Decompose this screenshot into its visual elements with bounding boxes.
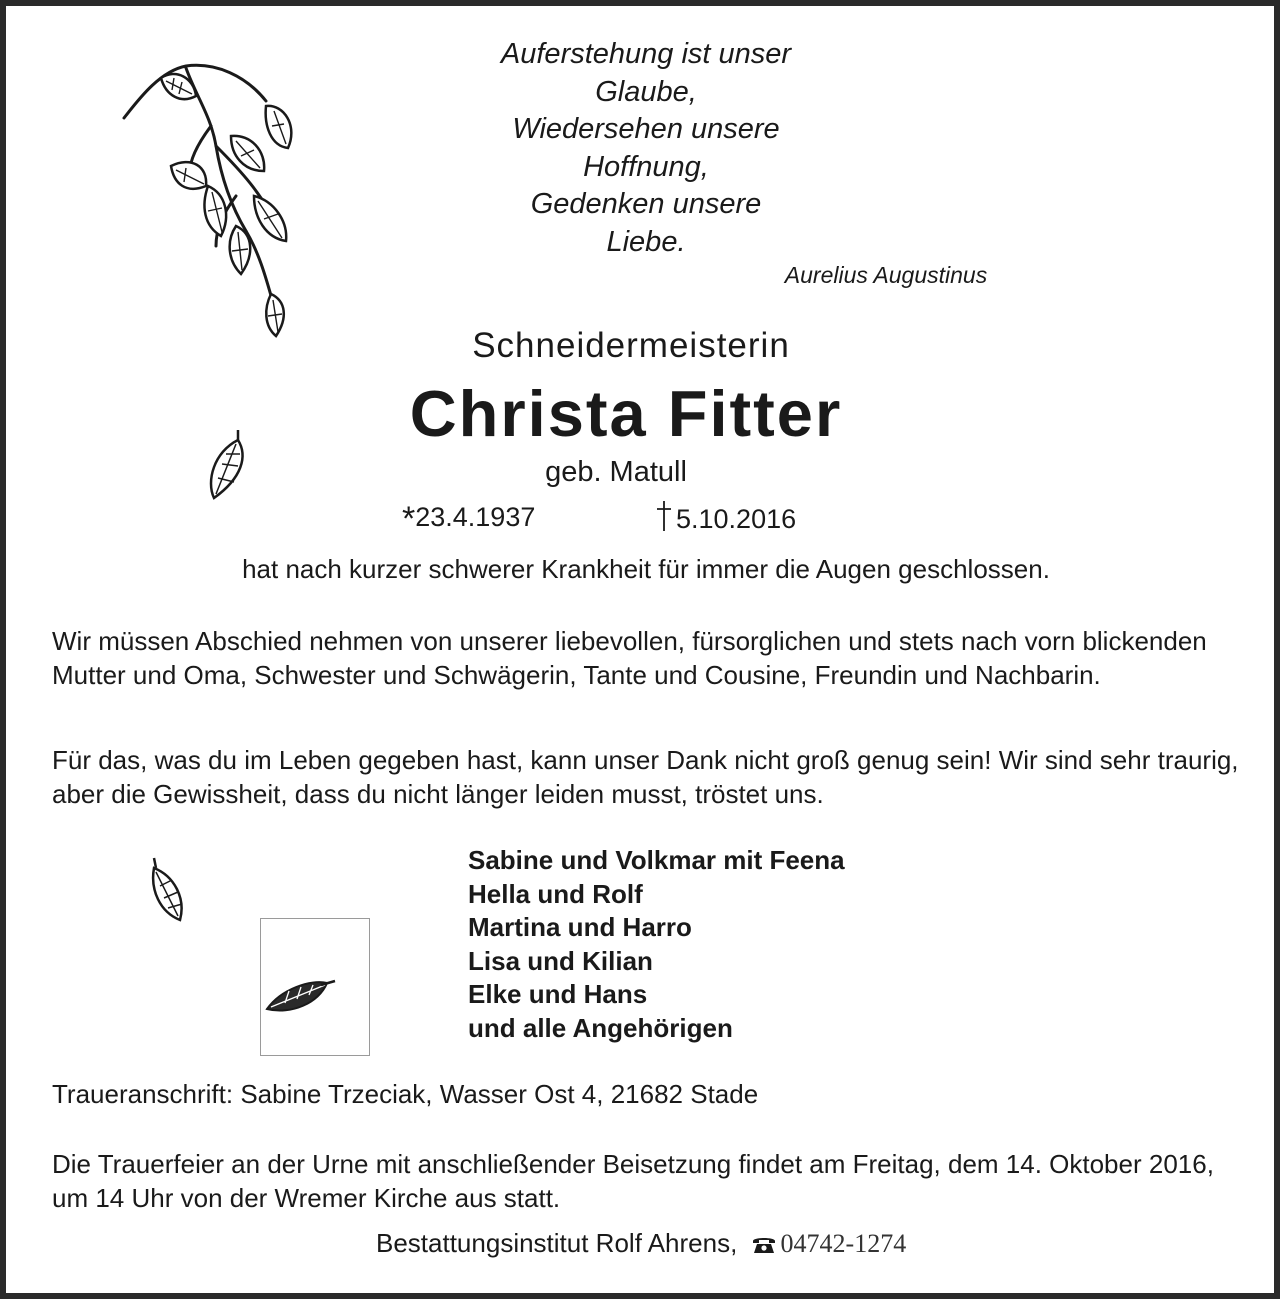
death-date-line (656, 500, 796, 535)
birth-date-line (402, 500, 535, 539)
death-date: 5.10.2016 (676, 504, 797, 534)
falling-leaf-icon (142, 854, 192, 926)
mourner-item: Sabine und Volkmar mit Feena (468, 845, 845, 875)
birth-date: 23.4.1937 (415, 502, 536, 532)
mourner-item: Hella und Rolf (468, 878, 643, 909)
quote-line: Liebe. (606, 225, 686, 258)
birth-symbol: * (402, 500, 416, 538)
service-info: Die Trauerfeier an der Urne mit anschließender Beisetzung findet am Freitag, dem 14. Oktober 2016, um 14 Uhr von der Wremer Kirche aus statt. (52, 1149, 1214, 1213)
profession: Schneidermeisterin (472, 326, 790, 365)
falling-leaf-icon (202, 426, 252, 504)
undertaker-name: Bestattungsinstitut Rolf Ahrens, (376, 1228, 738, 1258)
quote-line: Hoffnung, (583, 150, 709, 183)
mourner-item: Lisa und Kilian (468, 945, 653, 976)
birch-branch-icon (116, 56, 316, 351)
phone-number[interactable]: 04742-1274 (780, 1229, 907, 1258)
quote-line: Glaube, (595, 75, 697, 108)
undertaker-line (376, 1228, 906, 1259)
maiden-name: geb. Matull (545, 456, 687, 488)
mourners-list (468, 844, 845, 1045)
photo-frame (260, 918, 370, 1056)
quote-line: Auferstehung ist unser (500, 38, 792, 70)
paragraph: Wir müssen Abschied nehmen von unserer liebevollen, fürsorglichen und stets nach vorn blickenden Mutter und Oma, Schwester und Schwägerin, Tante und Cousine, Freundin und Nachbarin. (52, 626, 1207, 690)
mourning-address: Traueranschrift: Sabine Trzeciak, Wasser Ost 4, 21682 Stade (52, 1079, 759, 1109)
intro-text: hat nach kurzer schwerer Krankheit für immer die Augen geschlossen. (242, 554, 1050, 584)
deceased-name: Christa Fitter (409, 377, 843, 450)
mourner-item: und alle Angehörigen (468, 1012, 733, 1043)
quote-line: Gedenken unsere (530, 188, 762, 220)
falling-leaf-icon (261, 971, 369, 1021)
quote-line: Wiedersehen unsere (512, 113, 780, 145)
cross-icon (656, 500, 672, 532)
mourner-item: Elke und Hans (468, 979, 648, 1009)
paragraph: Für das, was du im Leben gegeben hast, kann unser Dank nicht groß genug sein! Wir sind sehr traurig, aber die Gewissheit, dass du nicht länger leiden musst, tröstet uns. (52, 745, 1239, 809)
quote-author: Aurelius Augustinus (784, 262, 988, 288)
quote-block (386, 36, 906, 261)
mourner-item: Martina und Harro (468, 912, 692, 942)
telephone-icon (751, 1235, 777, 1255)
